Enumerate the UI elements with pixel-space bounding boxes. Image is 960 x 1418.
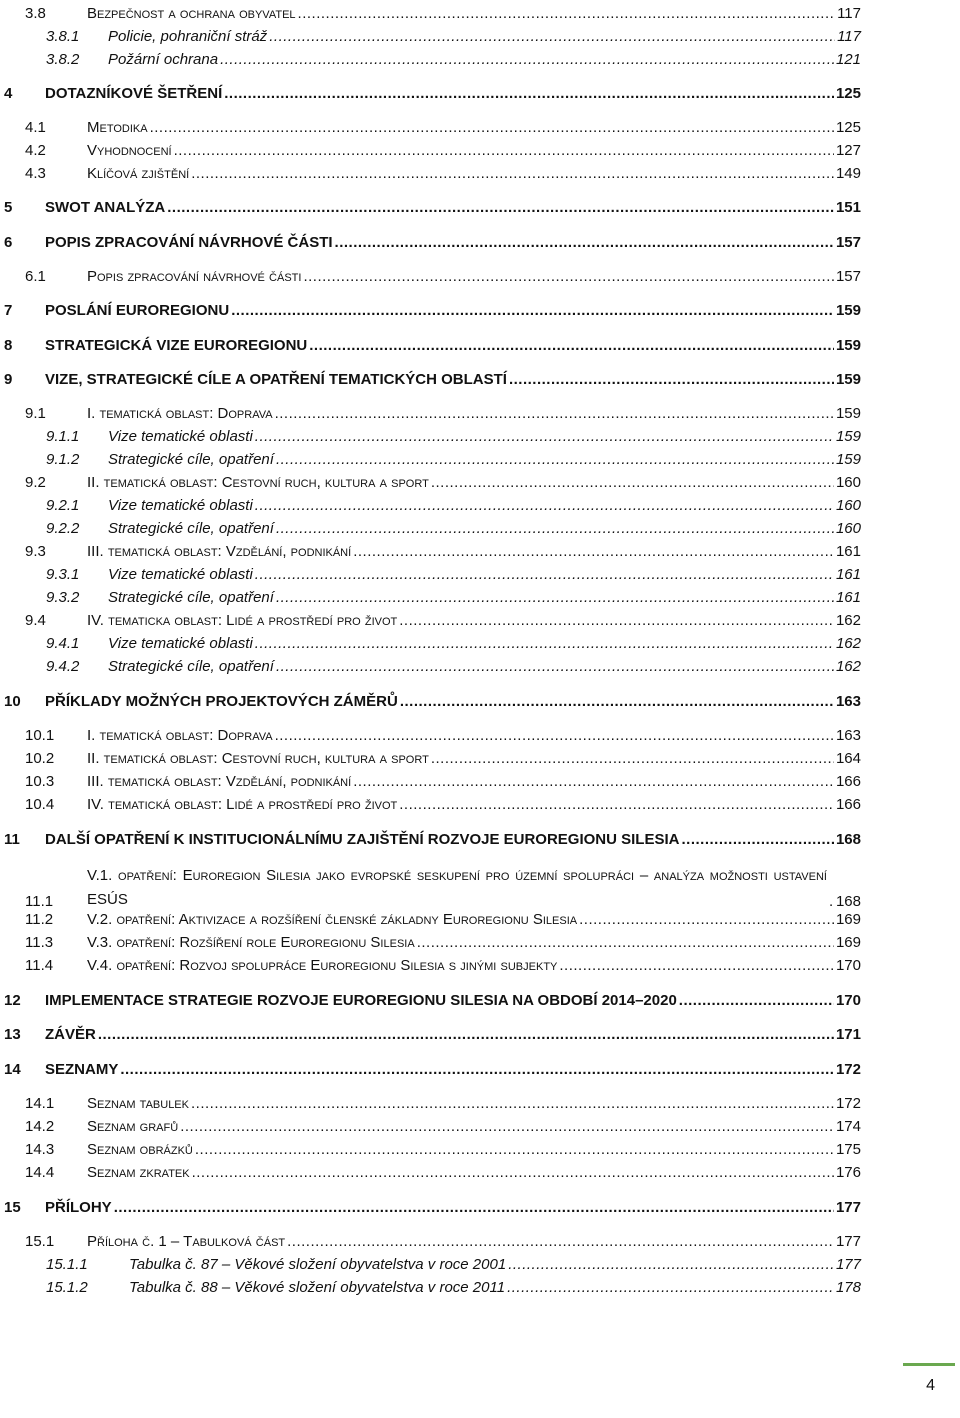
toc-entry[interactable] <box>25 473 861 493</box>
toc-entry-leader <box>255 565 834 585</box>
toc-entry-number: 11.2 <box>25 911 54 928</box>
toc-entry-title: V.4. opatření: Rozvoj spolupráce Euroregionu Silesia s jinými subjekty <box>87 957 558 974</box>
toc-entry-page: 170 <box>835 957 861 974</box>
toc-entry-number: 8 <box>4 337 13 354</box>
toc-entry-leader <box>275 404 834 424</box>
toc-entry[interactable] <box>46 50 861 70</box>
toc-entry-leader <box>559 956 834 976</box>
toc-entry-leader <box>399 611 834 631</box>
toc-entry-title: PŘÍKLADY MOŽNÝCH PROJEKTOVÝCH ZÁMĚRŮ <box>45 693 398 710</box>
toc-entry-number: 9.3 <box>25 543 46 560</box>
toc-entry[interactable] <box>25 141 861 161</box>
toc-entry-page: 159 <box>835 405 861 422</box>
toc-entry-title: Klíčová zjištění <box>87 165 190 182</box>
toc-entry-leader <box>303 267 834 287</box>
toc-entry[interactable] <box>4 991 861 1011</box>
toc-entry-leader <box>231 301 834 321</box>
toc-entry[interactable] <box>25 611 861 631</box>
toc-entry-page: 125 <box>835 119 861 136</box>
toc-entry-title: Strategické cíle, opatření <box>108 658 274 675</box>
toc-entry-leader <box>167 198 834 218</box>
toc-entry[interactable] <box>46 565 861 585</box>
toc-entry[interactable] <box>46 1278 861 1298</box>
toc-entry-page: 162 <box>835 658 861 675</box>
toc-entry-leader <box>353 772 834 792</box>
toc-entry-page: 125 <box>835 85 861 102</box>
toc-entry-number: 9.2.2 <box>46 520 80 537</box>
toc-entry-title: III. tematická oblast: Vzdělání, podnikání <box>87 543 352 560</box>
toc-entry-page: 151 <box>835 199 861 216</box>
toc-entry-leader <box>287 1232 834 1252</box>
toc-entry[interactable] <box>25 795 861 815</box>
toc-entry[interactable] <box>46 27 861 47</box>
toc-entry-title: III. tematická oblast: Vzdělání, podnikání <box>87 773 352 790</box>
toc-entry[interactable] <box>4 830 861 850</box>
page-footer <box>903 1363 955 1414</box>
toc-entry-title: V.1. opatření: Euroregion Silesia jako evropské seskupení pro územní spolupráci – analýza možnosti ustavení ESÚS <box>87 867 827 908</box>
toc-entry-leader <box>508 1255 834 1275</box>
toc-entry-leader <box>298 4 836 24</box>
toc-entry-number: 3.8.1 <box>46 28 80 45</box>
toc-entry[interactable] <box>4 1198 861 1218</box>
toc-entry-leader <box>255 634 834 654</box>
toc-entry-page: 178 <box>835 1279 861 1296</box>
toc-entry-number: 6.1 <box>25 268 46 285</box>
toc-entry[interactable] <box>25 1140 861 1160</box>
toc-entry-title: I. tematická oblast: Doprava <box>87 727 273 744</box>
toc-entry-title: Požární ochrana <box>108 51 219 68</box>
toc-entry-page: 172 <box>835 1095 861 1112</box>
toc-entry-leader <box>269 27 835 47</box>
toc-entry-page: 160 <box>835 474 861 491</box>
toc-entry-title: Vyhodnocení <box>87 142 172 159</box>
toc-entry[interactable] <box>46 588 861 608</box>
toc-entry-leader <box>399 795 834 815</box>
toc-entry[interactable] <box>25 542 861 562</box>
toc-entry-title: STRATEGICKÁ VIZE EUROREGIONU <box>45 337 308 354</box>
toc-entry-leader <box>150 118 834 138</box>
toc-entry-page: 166 <box>835 773 861 790</box>
toc-entry-page: 162 <box>835 612 861 629</box>
toc-entry-leader <box>275 726 834 746</box>
toc-entry-leader <box>114 1198 834 1218</box>
toc-entry-number: 5 <box>4 199 13 216</box>
toc-entry[interactable] <box>25 726 861 746</box>
toc-entry[interactable] <box>25 118 861 138</box>
toc-entry-leader <box>400 692 834 712</box>
toc-entry-page: 121 <box>835 51 861 68</box>
toc-entry-leader <box>255 427 834 447</box>
toc-entry-leader <box>353 542 834 562</box>
toc-entry[interactable] <box>25 267 861 287</box>
toc-entry-number: 12 <box>4 992 21 1009</box>
toc-entry[interactable] <box>46 496 861 516</box>
toc-entry-title: Seznam grafů <box>87 1118 179 1135</box>
toc-entry-page: 176 <box>835 1164 861 1181</box>
toc-entry-leader <box>276 657 834 677</box>
toc-entry-number: 9.2 <box>25 474 46 491</box>
toc-entry-title: VIZE, STRATEGICKÉ CÍLE A OPATŘENÍ TEMATICKÝCH OBLASTÍ <box>45 371 507 388</box>
toc-entry-page: 161 <box>835 589 861 606</box>
toc-entry-page: 117 <box>837 28 861 45</box>
toc-entry-page: 160 <box>835 520 861 537</box>
toc-entry-page: 168 <box>835 831 861 848</box>
toc-entry[interactable] <box>25 4 861 24</box>
toc-entry-page: 159 <box>835 428 861 445</box>
toc-entry-page: 164 <box>835 750 861 767</box>
toc-entry-title: POPIS ZPRACOVÁNÍ NÁVRHOVÉ ČÁSTI <box>45 234 333 251</box>
toc-entry-title: Vize tematické oblasti <box>108 428 253 445</box>
toc-entry-page: 168 <box>835 893 861 910</box>
toc-entry-title: SWOT ANALÝZA <box>45 199 166 216</box>
toc-entry-title: Policie, pohraniční stráž <box>108 28 268 45</box>
toc-entry-page: 177 <box>835 1199 861 1216</box>
toc-entry-number: 10 <box>4 693 21 710</box>
toc-entry-number: 9.3.1 <box>46 566 80 583</box>
toc-entry-page: 157 <box>835 234 861 251</box>
toc-entry-number: 9.4 <box>25 612 46 629</box>
toc-entry-title: II. tematická oblast: Cestovní ruch, kultura a sport <box>87 474 429 491</box>
toc-entry-page: 127 <box>835 142 861 159</box>
toc-entry-number: 9 <box>4 371 13 388</box>
toc-entry-leader <box>180 1117 834 1137</box>
toc-entry-page: 175 <box>835 1141 861 1158</box>
toc-entry-leader <box>255 496 834 516</box>
toc-entry-leader <box>191 1094 834 1114</box>
toc-entry-leader <box>276 450 834 470</box>
toc-entry-number: 4 <box>4 85 13 102</box>
toc-entry-number: 7 <box>4 302 13 319</box>
toc-entry-page: 159 <box>835 371 861 388</box>
toc-entry[interactable] <box>25 956 861 976</box>
toc-entry-number: 11.4 <box>25 957 54 974</box>
toc-entry[interactable] <box>4 1060 861 1080</box>
toc-entry-title: PŘÍLOHY <box>45 1199 112 1216</box>
toc-entry-title: Bezpečnost a ochrana obyvatel <box>87 5 296 22</box>
toc-entry-leader <box>174 141 834 161</box>
toc-entry-leader <box>509 370 834 390</box>
toc-entry[interactable] <box>4 233 861 253</box>
toc-entry-number: 11.1 <box>25 893 54 910</box>
toc-entry-number: 9.4.2 <box>46 658 80 675</box>
toc-entry-leader <box>276 519 834 539</box>
toc-entry-title: Seznam zkratek <box>87 1164 190 1181</box>
toc-entry-leader <box>224 84 834 104</box>
toc-entry-page: 163 <box>835 727 861 744</box>
toc-entry-number: 14.3 <box>25 1141 55 1158</box>
toc-entry-page: 174 <box>835 1118 861 1135</box>
toc-entry-page: 159 <box>835 337 861 354</box>
toc-entry-page: 169 <box>835 934 861 951</box>
toc-entry-title: DALŠÍ OPATŘENÍ K INSTITUCIONÁLNÍMU ZAJIŠTĚNÍ ROZVOJE EUROREGIONU SILESIA <box>45 831 680 848</box>
toc-entry[interactable] <box>25 1163 861 1183</box>
toc-entry-leader <box>829 892 834 912</box>
toc-entry-page: 177 <box>835 1256 861 1273</box>
toc-entry[interactable] <box>25 1094 861 1114</box>
toc-entry-page: 169 <box>835 911 861 928</box>
toc-entry-title: Tabulka č. 88 – Věkové složení obyvatelstva v roce 2011 <box>129 1279 506 1296</box>
toc-entry-title: Strategické cíle, opatření <box>108 451 274 468</box>
toc-entry-number: 15 <box>4 1199 21 1216</box>
toc-entry-number: 3.8 <box>25 5 46 22</box>
toc-entry-title: Strategické cíle, opatření <box>108 520 274 537</box>
toc-entry[interactable] <box>46 657 861 677</box>
toc-entry-title: Vize tematické oblasti <box>108 497 253 514</box>
toc-entry-leader <box>120 1060 834 1080</box>
toc-entry[interactable] <box>25 864 861 912</box>
toc-entry-leader <box>335 233 834 253</box>
toc-entry-leader <box>579 910 834 930</box>
toc-entry-number: 14 <box>4 1061 21 1078</box>
toc-entry-number: 3.8.2 <box>46 51 80 68</box>
toc-entry-number: 15.1.1 <box>46 1256 88 1273</box>
toc-entry-leader <box>681 830 833 850</box>
toc-entry-page: 162 <box>835 635 861 652</box>
toc-entry-title: V.2. opatření: Aktivizace a rozšíření členské základny Euroregionu Silesia <box>87 911 578 928</box>
toc-entry-number: 14.1 <box>25 1095 55 1112</box>
toc-entry[interactable] <box>25 1232 861 1252</box>
toc-entry-number: 9.1.1 <box>46 428 80 445</box>
toc-entry-leader <box>220 50 834 70</box>
toc-entry[interactable] <box>4 1025 861 1045</box>
toc-entry-page: 159 <box>835 451 861 468</box>
toc-entry[interactable] <box>25 1117 861 1137</box>
toc-entry-title: POSLÁNÍ EUROREGIONU <box>45 302 230 319</box>
toc-entry-title: DOTAZNÍKOVÉ ŠETŘENÍ <box>45 85 223 102</box>
toc-entry[interactable] <box>4 198 861 218</box>
toc-entry-number: 9.4.1 <box>46 635 80 652</box>
toc-entry-number: 14.2 <box>25 1118 55 1135</box>
toc-entry-number: 15.1.2 <box>46 1279 88 1296</box>
toc-entry[interactable] <box>25 910 861 930</box>
toc-entry-page: 161 <box>835 543 861 560</box>
toc-entry-title: Vize tematické oblasti <box>108 635 253 652</box>
toc-entry-page: 170 <box>835 992 861 1009</box>
toc-entry[interactable] <box>46 450 861 470</box>
toc-entry[interactable] <box>46 634 861 654</box>
toc-entry-leader <box>195 1140 834 1160</box>
toc-entry-title: IV. tematická oblast: Lidé a prostředí pro život <box>87 796 398 813</box>
toc-entry-leader <box>679 991 834 1011</box>
toc-entry-page: 157 <box>835 268 861 285</box>
toc-entry-title: Seznam tabulek <box>87 1095 189 1112</box>
toc-entry-title: Vize tematické oblasti <box>108 566 253 583</box>
toc-entry-number: 4.1 <box>25 119 46 136</box>
toc-entry-leader <box>507 1278 834 1298</box>
toc-entry-number: 9.2.1 <box>46 497 80 514</box>
toc-entry-page: 161 <box>835 566 861 583</box>
toc-entry-number: 10.1 <box>25 727 55 744</box>
toc-entry-number: 9.1 <box>25 405 46 422</box>
toc-entry-title: V.3. opatření: Rozšíření role Euroregionu Silesia <box>87 934 415 951</box>
toc-entry-number: 4.2 <box>25 142 46 159</box>
toc-entry-number: 15.1 <box>25 1233 55 1250</box>
toc-entry-leader <box>191 164 834 184</box>
toc-entry[interactable] <box>46 427 861 447</box>
page-number: 4 <box>926 1377 935 1394</box>
toc-entry-page: 177 <box>835 1233 861 1250</box>
toc-entry[interactable] <box>46 519 861 539</box>
toc-entry-number: 9.1.2 <box>46 451 80 468</box>
toc-entry-number: 9.3.2 <box>46 589 80 606</box>
toc-entry-page: 159 <box>835 302 861 319</box>
toc-entry-title: II. tematická oblast: Cestovní ruch, kultura a sport <box>87 750 429 767</box>
toc-entry-page: 163 <box>835 693 861 710</box>
toc-entry-leader <box>309 336 834 356</box>
toc-entry-title: SEZNAMY <box>45 1061 119 1078</box>
toc-entry-title: Seznam obrázků <box>87 1141 193 1158</box>
toc-entry-number: 14.4 <box>25 1164 55 1181</box>
toc-entry-leader <box>98 1025 834 1045</box>
toc-entry-title: Popis zpracování návrhové části <box>87 268 302 285</box>
toc-entry-number: 10.2 <box>25 750 55 767</box>
toc-entry-number: 11 <box>4 831 20 848</box>
toc-entry-leader <box>192 1163 834 1183</box>
toc-entry-number: 13 <box>4 1026 21 1043</box>
toc-entry-title: ZÁVĚR <box>45 1026 96 1043</box>
toc-entry-number: 11.3 <box>25 934 54 951</box>
toc-entry-page: 166 <box>835 796 861 813</box>
toc-entry-page: 172 <box>835 1061 861 1078</box>
toc-entry[interactable] <box>46 1255 861 1275</box>
toc-entry-title: I. tematická oblast: Doprava <box>87 405 273 422</box>
toc-entry-title: IMPLEMENTACE STRATEGIE ROZVOJE EUROREGIONU SILESIA NA OBDOBÍ 2014–2020 <box>45 992 677 1009</box>
toc-entry-number: 6 <box>4 234 13 251</box>
toc-entry-title: Strategické cíle, opatření <box>108 589 274 606</box>
toc-entry-page: 171 <box>835 1026 861 1043</box>
toc-entry[interactable] <box>25 404 861 424</box>
toc-entry-page: 149 <box>835 165 861 182</box>
toc-entry-title: Metodika <box>87 119 148 136</box>
toc-entry-page: 117 <box>837 5 861 22</box>
toc-entry-leader <box>431 473 834 493</box>
toc-entry[interactable] <box>4 692 861 712</box>
toc-entry-number: 10.4 <box>25 796 55 813</box>
toc-entry-number: 10.3 <box>25 773 55 790</box>
toc-entry[interactable] <box>4 336 861 356</box>
toc-entry-leader <box>417 933 834 953</box>
toc-entry[interactable] <box>25 772 861 792</box>
toc-entry[interactable] <box>25 933 861 953</box>
toc-entry-title: Tabulka č. 87 – Věkové složení obyvatelstva v roce 2001 <box>129 1256 507 1273</box>
toc-entry[interactable] <box>25 164 861 184</box>
toc-entry-title: IV. tematicka oblast: Lidé a prostředí pro život <box>87 612 398 629</box>
toc-entry-title: Příloha č. 1 – Tabulková část <box>87 1233 286 1250</box>
toc-entry-leader <box>276 588 834 608</box>
toc-entry[interactable] <box>4 370 861 390</box>
toc-entry[interactable] <box>4 301 861 321</box>
toc-entry[interactable] <box>25 749 861 769</box>
toc-entry-page: 160 <box>835 497 861 514</box>
toc-entry[interactable] <box>4 84 861 104</box>
toc-entry-leader <box>431 749 834 769</box>
toc-entry-number: 4.3 <box>25 165 46 182</box>
